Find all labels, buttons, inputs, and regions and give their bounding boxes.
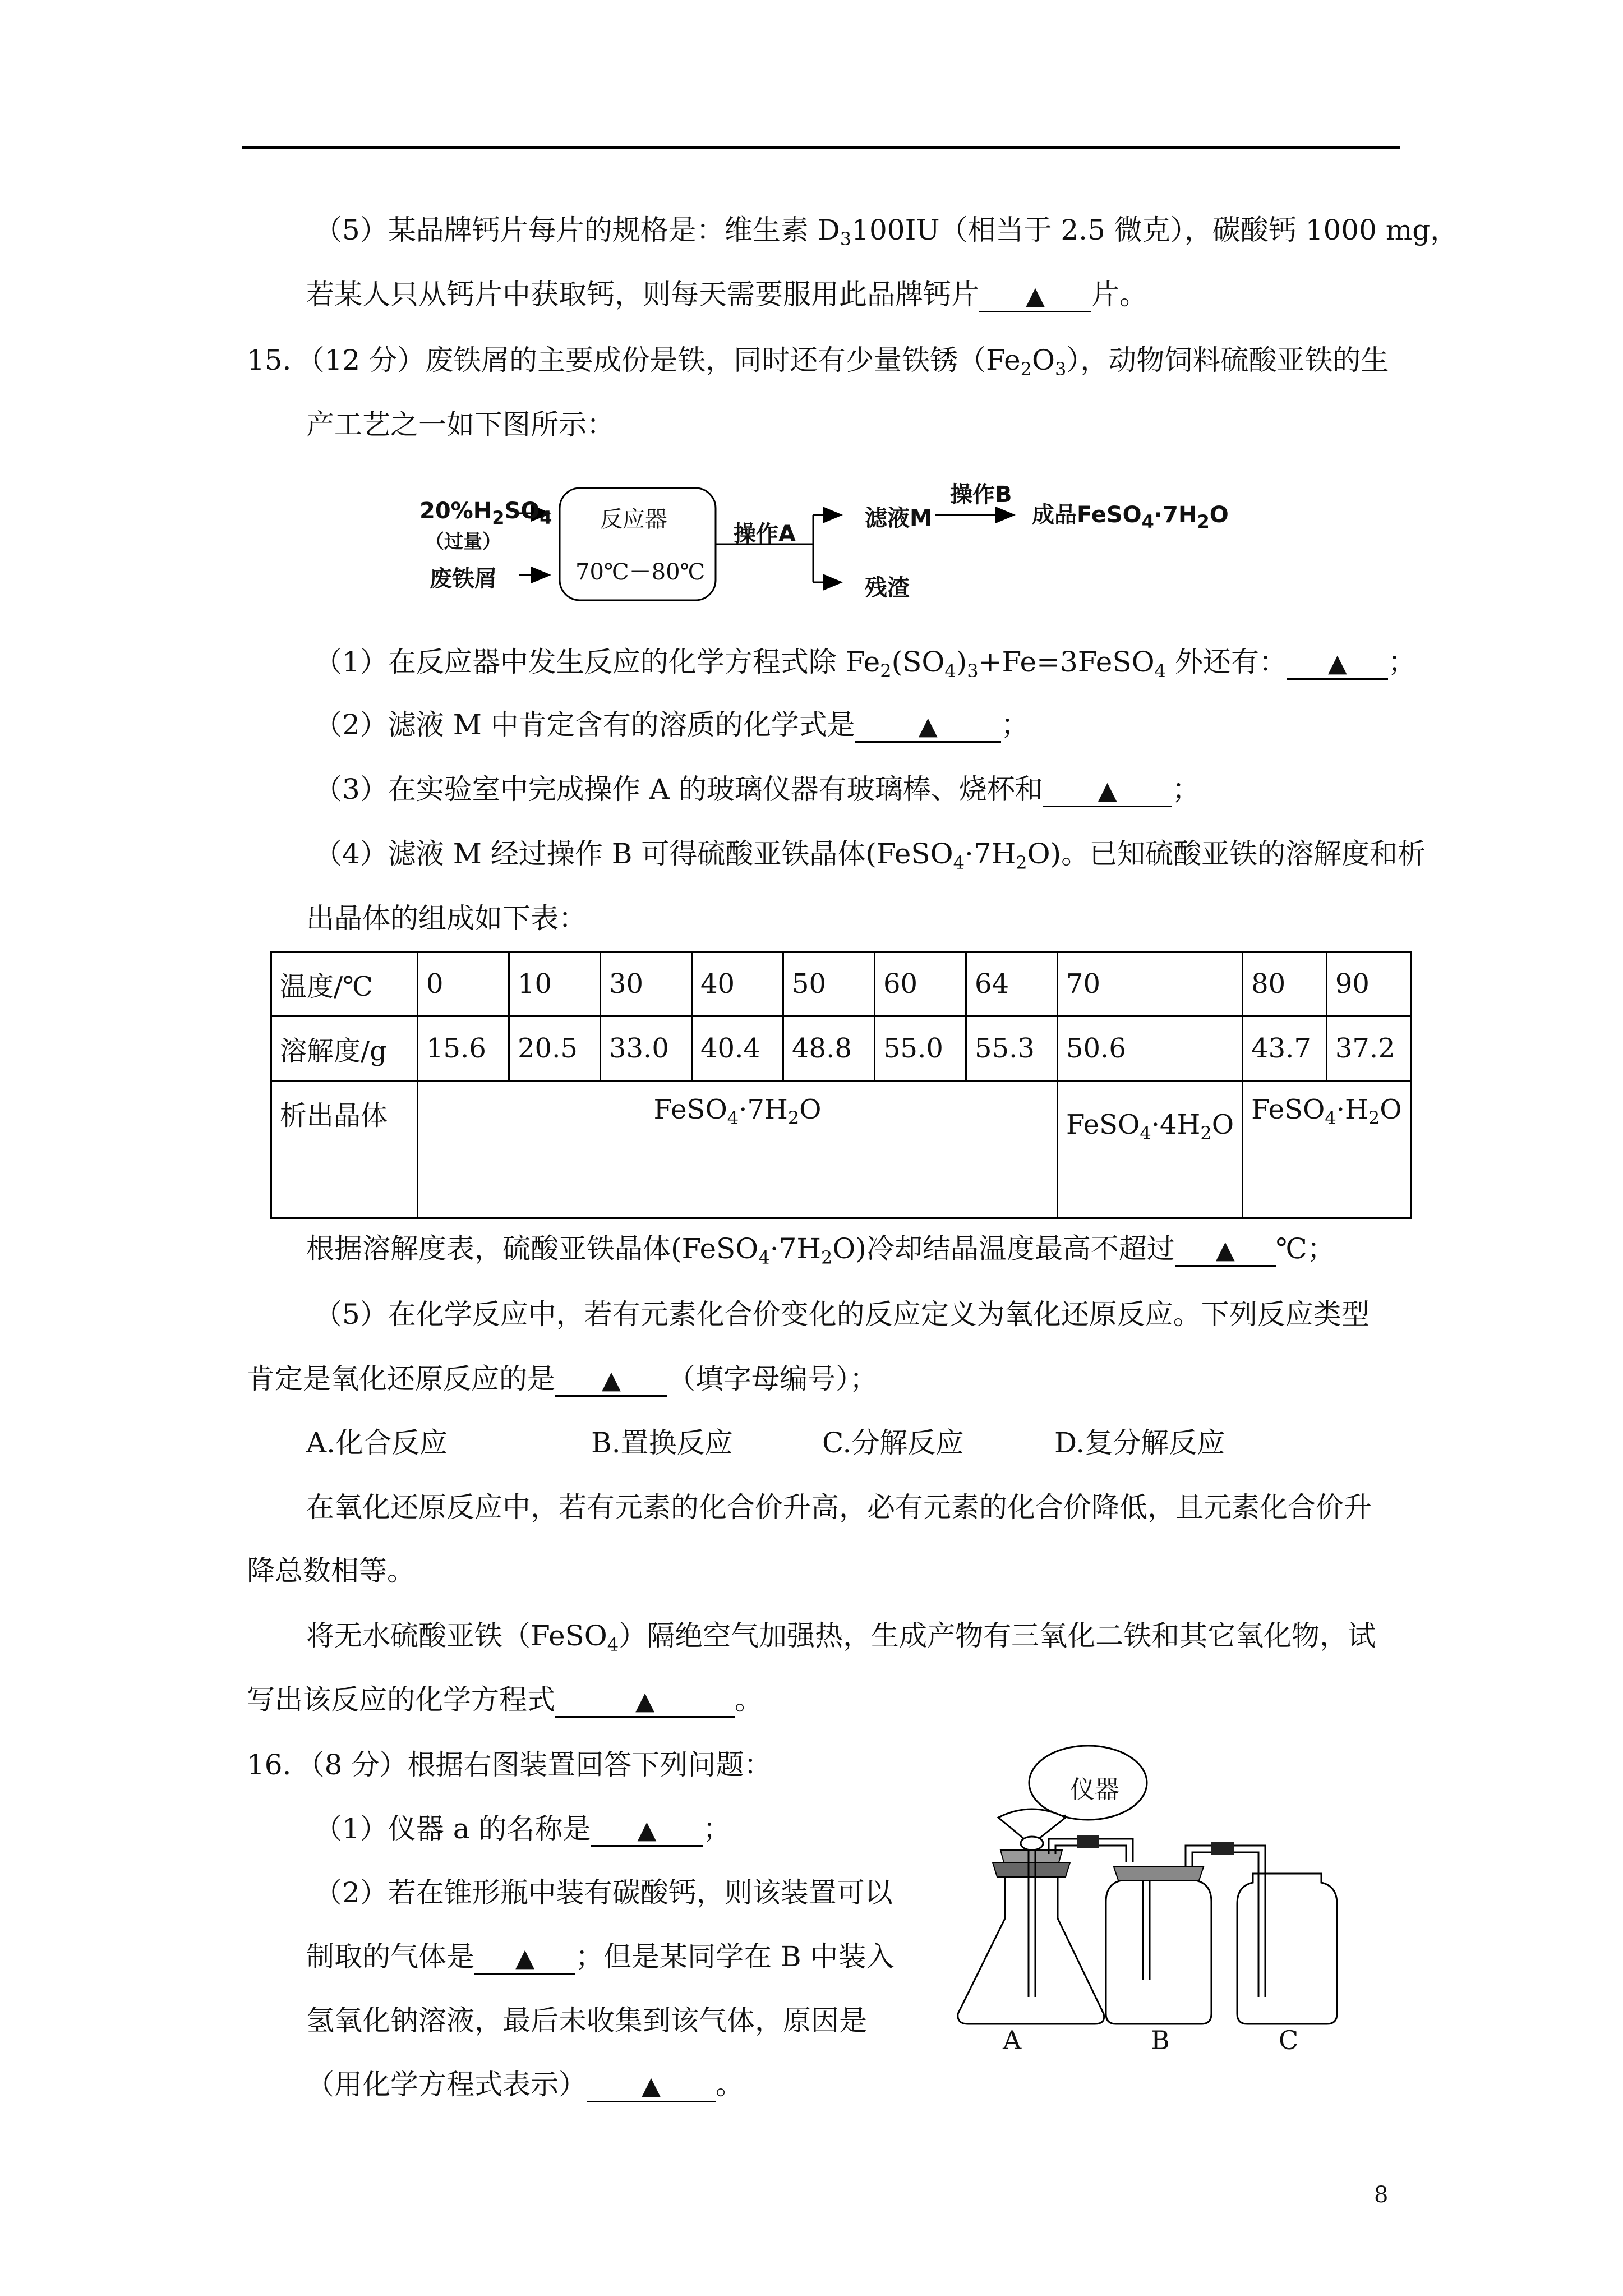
text: 外还有： bbox=[1165, 646, 1287, 678]
q16-head: 16．（8 分）根据右图装置回答下列问题： bbox=[247, 1749, 772, 1781]
triangle-icon: ▲ bbox=[1215, 1236, 1235, 1264]
sub: 3 bbox=[840, 228, 852, 250]
table-cell: 40.4 bbox=[692, 1016, 783, 1081]
sub: 2 bbox=[492, 507, 505, 528]
triangle-icon: ▲ bbox=[1327, 649, 1347, 678]
text: （填字母编号）； bbox=[667, 1363, 878, 1395]
label-b: B bbox=[1151, 2025, 1170, 2055]
text: FeSO bbox=[1066, 1109, 1140, 1140]
text: ·7H bbox=[739, 1094, 788, 1125]
sub: 3 bbox=[967, 660, 979, 682]
table-cell: 温度/℃ bbox=[271, 952, 418, 1016]
option-a: A.化合反应 bbox=[306, 1427, 448, 1459]
sub: 2 bbox=[1016, 852, 1027, 873]
apparatus-illustration bbox=[953, 1733, 1357, 2055]
answer-blank[interactable] bbox=[1175, 1234, 1276, 1267]
option-d: D.复分解反应 bbox=[1054, 1427, 1225, 1459]
answer-blank[interactable] bbox=[474, 1942, 575, 1975]
text: ℃； bbox=[1275, 1232, 1335, 1265]
text: (SO bbox=[891, 646, 945, 678]
table-cell: 30 bbox=[601, 952, 692, 1016]
q15-part5-line1: （5）在化学反应中，若有元素化合价变化的反应定义为氧化还原反应。下列反应类型 bbox=[314, 1298, 1370, 1331]
sub: 4 bbox=[1325, 1107, 1336, 1129]
q16-part1 bbox=[314, 1812, 731, 1847]
temperature-label: 70℃－80℃ bbox=[575, 559, 706, 585]
table-cell: 33.0 bbox=[601, 1016, 692, 1081]
sub: 4 bbox=[944, 660, 956, 682]
text: 20%H bbox=[419, 498, 492, 524]
text: +Fe=3FeSO bbox=[978, 646, 1155, 678]
scrap-label: 废铁屑 bbox=[430, 566, 497, 592]
sub: 4 bbox=[1141, 511, 1154, 532]
q15-head-line2: 产工艺之一如下图所示： bbox=[306, 408, 615, 441]
text: O bbox=[1209, 502, 1229, 528]
text: ·H bbox=[1336, 1094, 1368, 1125]
text: ·7H bbox=[1154, 502, 1197, 528]
text: 写出该反应的化学方程式 bbox=[247, 1683, 555, 1716]
acid-label bbox=[419, 498, 552, 528]
q16-part2-line1: （2）若在锥形瓶中装有碳酸钙，则该装置可以 bbox=[314, 1876, 893, 1909]
text: 成品FeSO bbox=[1032, 502, 1142, 528]
table-row bbox=[271, 952, 1411, 1016]
text: （2）滤液 M 中肯定含有的溶质的化学式是 bbox=[314, 708, 855, 741]
table-cell: 90 bbox=[1326, 952, 1410, 1016]
sub: 2 bbox=[1368, 1107, 1380, 1129]
text: ； bbox=[703, 1812, 731, 1845]
triangle-icon: ▲ bbox=[642, 2072, 661, 2100]
text: 肯定是氧化还原反应的是 bbox=[247, 1363, 555, 1395]
table-cell: 70 bbox=[1058, 952, 1243, 1016]
triangle-icon: ▲ bbox=[1098, 776, 1117, 805]
label-c: C bbox=[1279, 2025, 1299, 2055]
table-cell bbox=[1243, 1081, 1411, 1218]
triangle-icon: ▲ bbox=[602, 1366, 621, 1395]
q15-part5-line4: 降总数相等。 bbox=[247, 1554, 415, 1587]
reactor-label: 反应器 bbox=[600, 507, 667, 532]
q15-part4-line2: 出晶体的组成如下表： bbox=[306, 902, 587, 935]
sub: 2 bbox=[1197, 511, 1210, 532]
apparatus-drawing bbox=[953, 1733, 1357, 2047]
table-cell: 55.0 bbox=[875, 1016, 966, 1081]
operation-b-label: 操作B bbox=[950, 482, 1012, 508]
option-c: C.分解反应 bbox=[822, 1427, 964, 1459]
table-cell: 37.2 bbox=[1326, 1016, 1410, 1081]
sub: 2 bbox=[820, 1247, 833, 1268]
sub: 4 bbox=[540, 507, 552, 528]
text: （4）滤液 M 经过操作 B 可得硫酸亚铁晶体(FeSO bbox=[314, 838, 953, 870]
answer-blank[interactable] bbox=[591, 1814, 703, 1847]
answer-blank[interactable] bbox=[1287, 647, 1388, 680]
sub: 4 bbox=[758, 1247, 770, 1268]
text: 15．（12 分）废铁屑的主要成份是铁，同时还有少量铁锈（Fe bbox=[247, 344, 1021, 376]
filtrate-m-label: 滤液M bbox=[865, 505, 932, 531]
q16-part2-line2 bbox=[306, 1940, 895, 1975]
table-row bbox=[271, 1016, 1411, 1081]
sub: 4 bbox=[607, 1634, 619, 1655]
text: 将无水硫酸亚铁（FeSO bbox=[306, 1619, 607, 1652]
table-cell: 50 bbox=[783, 952, 875, 1016]
text: O bbox=[1032, 344, 1055, 376]
sub: 2 bbox=[1200, 1122, 1212, 1144]
q15-part3 bbox=[314, 772, 1200, 807]
excess-label: （过量） bbox=[425, 531, 501, 553]
text: 制取的气体是 bbox=[306, 1940, 474, 1973]
q15-part1 bbox=[314, 645, 1416, 688]
table-cell: 55.3 bbox=[966, 1016, 1058, 1081]
table-cell: 43.7 bbox=[1243, 1016, 1327, 1081]
product-label bbox=[1032, 497, 1229, 532]
answer-blank[interactable] bbox=[855, 710, 1001, 743]
residue-label: 残渣 bbox=[865, 575, 910, 601]
text: 。 bbox=[735, 1683, 763, 1716]
table-cell: 50.6 bbox=[1058, 1016, 1243, 1081]
bubble-label: 仪器 bbox=[1070, 1775, 1119, 1804]
sub: 3 bbox=[1055, 358, 1067, 380]
q15-part5-line2 bbox=[247, 1362, 878, 1397]
sub: 4 bbox=[1154, 660, 1166, 682]
table-cell: 80 bbox=[1243, 952, 1327, 1016]
table-cell: 48.8 bbox=[783, 1016, 875, 1081]
table-cell bbox=[1058, 1081, 1243, 1218]
table-cell: 析出晶体 bbox=[271, 1081, 418, 1218]
triangle-icon: ▲ bbox=[637, 1816, 657, 1844]
answer-blank[interactable] bbox=[587, 2070, 716, 2102]
text: ； bbox=[1000, 708, 1029, 741]
process-flow-diagram bbox=[409, 471, 1251, 623]
text: SO bbox=[504, 498, 540, 524]
answer-blank[interactable] bbox=[555, 1685, 735, 1718]
flow-arrows bbox=[409, 471, 1251, 623]
sub: 4 bbox=[727, 1107, 739, 1129]
table-cell: 64 bbox=[966, 952, 1058, 1016]
triangle-icon: ▲ bbox=[1026, 282, 1045, 310]
sub: 4 bbox=[953, 852, 965, 873]
q15-part4 bbox=[314, 837, 1426, 880]
q14-5-line1 bbox=[314, 213, 1458, 256]
text: ； bbox=[1172, 773, 1200, 806]
q16-part2-line3: 氢氧化钠溶液，最后未收集到该气体，原因是 bbox=[306, 2004, 867, 2037]
text: ；但是某同学在 B 中装入 bbox=[575, 1940, 895, 1973]
answer-blank[interactable] bbox=[555, 1364, 667, 1397]
text: ·7H bbox=[769, 1232, 821, 1265]
text: O)。已知硫酸亚铁的溶解度和析 bbox=[1027, 838, 1426, 870]
text: ； bbox=[1387, 646, 1416, 678]
sub: 2 bbox=[787, 1107, 800, 1129]
page-number: 8 bbox=[1374, 2182, 1389, 2208]
text: （3）在实验室中完成操作 A 的玻璃仪器有玻璃棒、烧杯和 bbox=[314, 773, 1043, 806]
table-cell: 0 bbox=[418, 952, 509, 1016]
q15-part2 bbox=[314, 708, 1029, 743]
table-cell: 60 bbox=[875, 952, 966, 1016]
q15-part5-line5 bbox=[306, 1619, 1376, 1662]
triangle-icon: ▲ bbox=[515, 1944, 534, 1972]
text: ）隔绝空气加强热，生成产物有三氧化二铁和其它氧化物，试 bbox=[619, 1619, 1376, 1652]
table-row bbox=[271, 1081, 1411, 1218]
triangle-icon: ▲ bbox=[635, 1687, 654, 1715]
text: ·7H bbox=[964, 838, 1016, 870]
text: FeSO bbox=[653, 1094, 727, 1125]
text: 若某人只从钙片中获取钙，则每天需要服用此品牌钙片 bbox=[306, 278, 979, 311]
table-cell: 15.6 bbox=[418, 1016, 509, 1081]
text: ），动物饲料硫酸亚铁的生 bbox=[1066, 344, 1389, 376]
text: 片。 bbox=[1091, 278, 1147, 311]
solubility-table bbox=[270, 951, 1412, 1219]
option-b: B.置换反应 bbox=[591, 1427, 733, 1459]
text: 100IU（相当于 2.5 微克），碳酸钙 1000 mg， bbox=[851, 214, 1459, 246]
header-rule bbox=[242, 146, 1400, 149]
q14-5-line2 bbox=[306, 278, 1147, 312]
sub: 2 bbox=[1020, 358, 1032, 380]
sub: 2 bbox=[880, 660, 892, 682]
text: （5）某品牌钙片每片的规格是：维生素 D bbox=[314, 214, 840, 246]
table-cell: 20.5 bbox=[509, 1016, 601, 1081]
triangle-icon: ▲ bbox=[918, 712, 938, 740]
table-cell: 10 bbox=[509, 952, 601, 1016]
text: 。 bbox=[716, 2068, 744, 2101]
text: ) bbox=[956, 646, 967, 678]
q15-part5-line3: 在氧化还原反应中，若有元素的化合价升高，必有元素的化合价降低，且元素化合价升 bbox=[306, 1491, 1372, 1524]
table-cell: 40 bbox=[692, 952, 783, 1016]
operation-a-label: 操作A bbox=[734, 521, 796, 547]
text: O bbox=[1211, 1109, 1234, 1140]
text: （1）在反应器中发生反应的化学方程式除 Fe bbox=[314, 646, 880, 678]
text: （1）仪器 a 的名称是 bbox=[314, 1812, 591, 1845]
table-cell: 溶解度/g bbox=[271, 1016, 418, 1081]
q15-head-line1 bbox=[247, 343, 1389, 386]
text: O)冷却结晶温度最高不超过 bbox=[832, 1232, 1175, 1265]
text: FeSO bbox=[1251, 1094, 1325, 1125]
text: O bbox=[799, 1094, 822, 1125]
sub: 4 bbox=[1140, 1122, 1151, 1144]
q15-part5-line6 bbox=[247, 1683, 763, 1718]
text: ·4H bbox=[1151, 1109, 1201, 1140]
label-a: A bbox=[1003, 2025, 1022, 2055]
table-cell bbox=[418, 1081, 1058, 1218]
answer-blank[interactable] bbox=[1043, 775, 1172, 807]
text: 根据溶解度表，硫酸亚铁晶体(FeSO bbox=[306, 1232, 759, 1265]
q16-part2-line4 bbox=[306, 2068, 744, 2102]
answer-blank[interactable] bbox=[979, 280, 1091, 312]
text: （用化学方程式表示） bbox=[306, 2068, 587, 2101]
text: O bbox=[1380, 1094, 1402, 1125]
q15-part4-question bbox=[306, 1232, 1335, 1274]
